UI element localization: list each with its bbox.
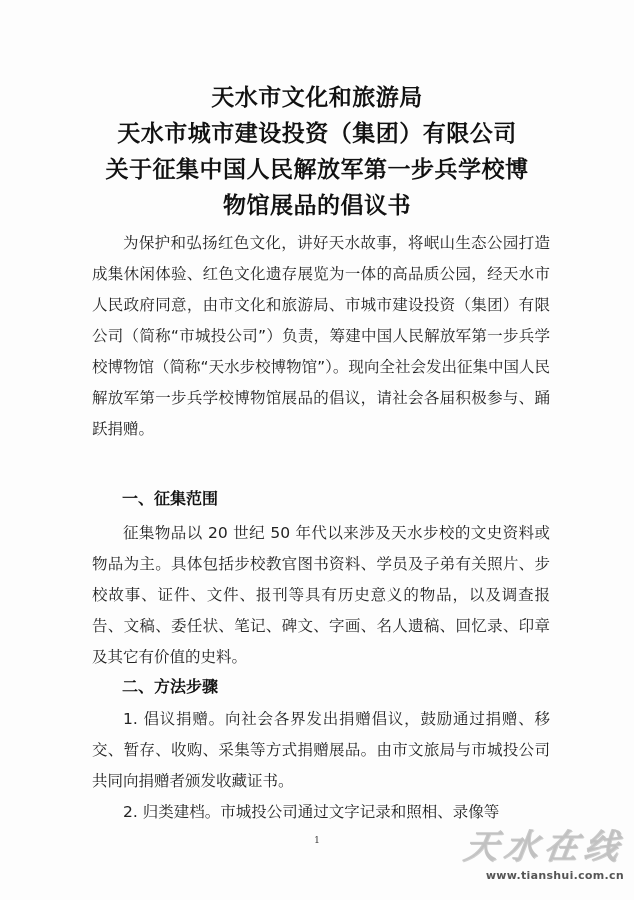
step2-block — [92, 797, 550, 828]
step2-paragraph: 2. 归类建档。市城投公司通过文字记录和照相、录像等 — [123, 803, 500, 821]
site-watermark — [424, 826, 627, 896]
title-line-2: 天水市城市建设投资（集团）有限公司 — [117, 120, 517, 147]
step1-block — [92, 704, 550, 797]
title-line-4: 物馆展品的倡议书 — [223, 192, 411, 219]
document-title — [0, 80, 634, 224]
watermark-logo: 天水在线 — [461, 827, 627, 867]
section1-block — [92, 518, 550, 673]
intro-paragraph: 为保护和弘扬红色文化，讲好天水故事，将岷山生态公园打造成集休闲体验、红色文化遗存展览为一体的高品质公园，经天水市人民政府同意，由市文化和旅游局、市城市建设投资（集团）有限公司（简称“市城投公司”）负责，筹建中国人民解放军第一步兵学校博物馆（简称“天水步校博物馆”）。现向全社会发出征集中国人民解放军第一步兵学校博物馆展品的倡议，请社会各届积极参与、踊跃捐赠。 — [92, 234, 550, 438]
step1-paragraph: 1. 倡议捐赠。向社会各界发出捐赠倡议，鼓励通过捐赠、移交、暂存、收购、采集等方式捐赠展品。由市文旅局与市城投公司共同向捐赠者颁发收藏证书。 — [92, 710, 550, 790]
title-line-3: 关于征集中国人民解放军第一步兵学校博 — [105, 156, 529, 183]
title-line-1: 天水市文化和旅游局 — [211, 84, 423, 111]
watermark-url: www.tianshui.com.cn — [485, 869, 624, 882]
section1-paragraph: 征集物品以 20 世纪 50 年代以来涉及天水步校的文史资料或物品为主。具体包括步校教官图书资料、学员及子弟有关照片、步校故事、证件、文件、报刊等具有历史意义的物品，以及调查报告、文稿、委任状、笔记、碑文、字画、名人遗稿、回忆录、印章及其它有价值的史料。 — [92, 524, 550, 666]
intro-block — [92, 228, 550, 445]
section2-heading: 二、方法步骤 — [122, 677, 219, 696]
section1-heading: 一、征集范围 — [122, 489, 219, 508]
page-number: 1 — [314, 836, 320, 846]
